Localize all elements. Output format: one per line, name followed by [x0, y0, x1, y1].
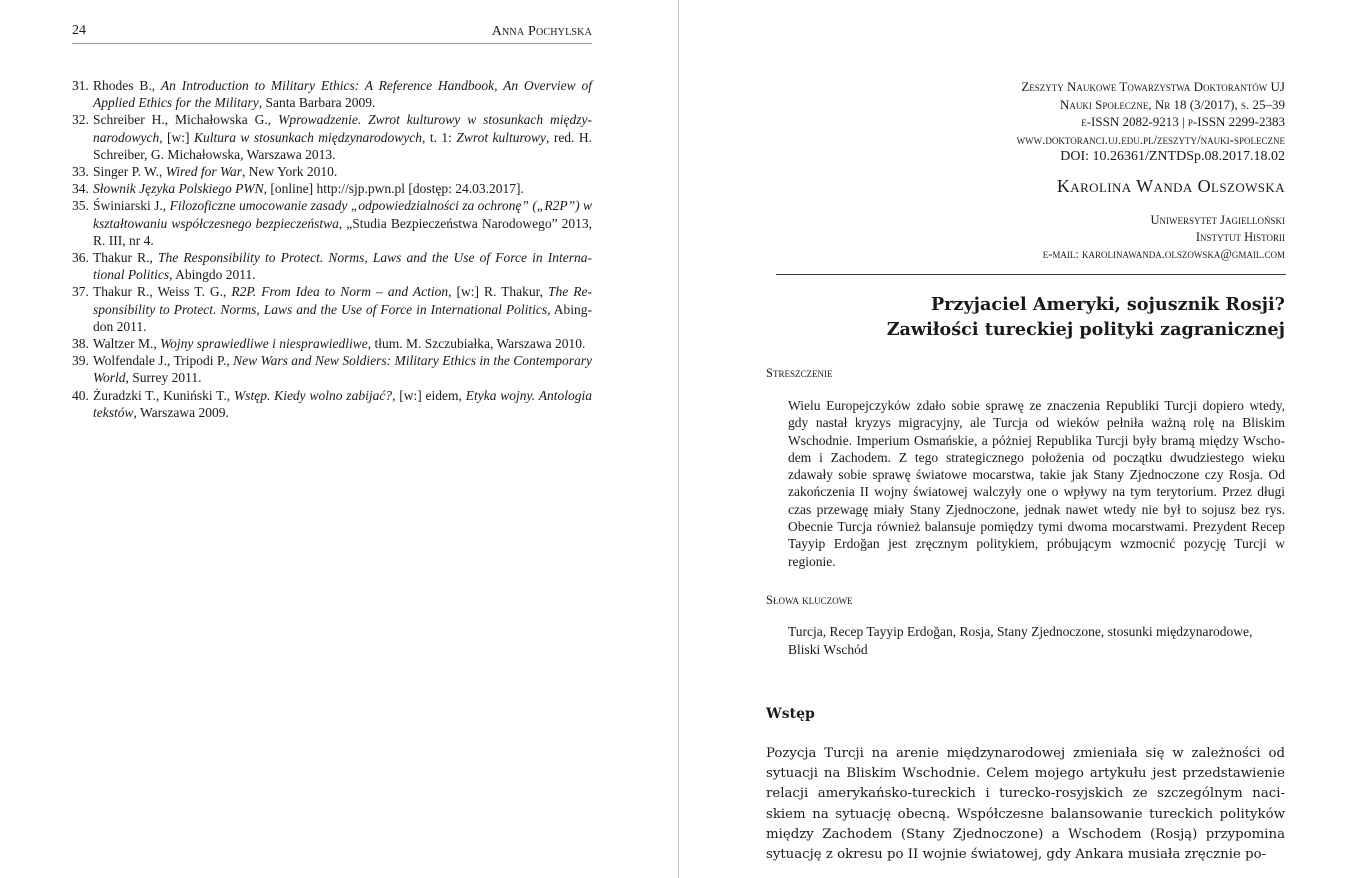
- article-title-line-1: Przyjaciel Ameryki, sojusznik Rosji?: [930, 294, 1285, 315]
- reference-text: , Abingdon 2011.: [93, 301, 592, 334]
- header-rule: [776, 274, 1286, 275]
- reference-number: 33.: [72, 164, 89, 180]
- reference-title: The Responsibility to Protect. Norms, Laws and the Use of Force in International Politics: [93, 250, 592, 283]
- reference-text: Wolfendale J., Tripodi P.,: [93, 353, 234, 369]
- reference-title: Wprowadzenie. Zwrot kulturowy w stosunkach międzynarodowych: [93, 112, 592, 145]
- reference-list: [72, 77, 592, 421]
- reference-title: Słownik Języka Polskiego PWN: [93, 181, 264, 197]
- reference-title: Wstęp. Kiedy wolno zabijać?: [234, 387, 393, 403]
- reference-title: Kultura w stosunkach międzynarodowych: [193, 129, 423, 145]
- abstract-label: Streszczenie: [766, 366, 833, 380]
- article-author: Karolina Wanda Olszowska: [1056, 176, 1285, 196]
- reference-title: Filozoficzne umocowanie zasady „odpowiedzialności za ochronę” („R2P”) w kształtowaniu współczesnego bezpieczeństwa: [93, 198, 592, 231]
- reference-text: , t. 1:: [422, 129, 457, 145]
- journal-name: Zeszyty Naukowe Towarzystwa Doktorantów UJ: [1021, 79, 1285, 94]
- reference-text: , New York 2010.: [242, 164, 338, 180]
- reference-text: , [w:] R. Thakur,: [448, 284, 548, 300]
- article-title-line-2: Zawiłości tureckiej polityki zagranicznej: [886, 319, 1285, 340]
- reference-number: 36.: [72, 250, 89, 266]
- reference-text: , [w:] eidem,: [392, 387, 466, 403]
- author-email: e-mail: karolinawanda.olszowska@gmail.com: [1042, 247, 1285, 261]
- reference-text: Schreiber H., Michałowska G.,: [93, 112, 279, 128]
- page-number: 24: [72, 23, 86, 38]
- journal-metadata: [765, 78, 1285, 166]
- reference-title: The Responsibility to Protect. Norms, Laws and the Use of Force in International Politics: [93, 284, 592, 317]
- reference-number: 31.: [72, 78, 89, 93]
- affiliation-institute: Instytut Historii: [1195, 230, 1285, 244]
- intro-heading: Wstęp: [766, 706, 815, 722]
- right-page: [680, 0, 1360, 878]
- reference-title: R2P. From Idea to Norm – and Action: [231, 284, 449, 300]
- reference-title: Wired for War: [165, 164, 243, 180]
- reference-item: [72, 197, 592, 249]
- reference-text: , [online] http://sjp.pwn.pl [dostęp: 24.03.2017].: [263, 181, 524, 197]
- keywords-label: Słowa kluczowe: [766, 593, 853, 607]
- reference-item: [72, 111, 592, 163]
- reference-item: [72, 352, 592, 386]
- abstract-text: Wielu Europejczyków zdało sobie sprawę ze znaczenia Republiki Turcji dopiero wtedy, gdy nastał kryzys migracyjny, ale Turcja od wieków pełniła ważną rolę na Bliskim Wschodnie. Imperium Osmańskie, a póżniej Republika Turcji były bramą między Wschodem i Zachodem. Z tego strategicznego położenia od początku dwudziestego wieku zdawały sobie sprawę światowe mocarstwa, takie jak Stany Zjednoczone czy Rosja. Od zakończenia II wojny światowej walczyły one o wpływy na tym terytorium. Przez długi czas przewagę miały Stany Zjednoczone, jednak nawet wtedy nie był to sojusz bez rys. Obecnie Turcja również balansuje pomiędzy tymi dwoma mocarstwami. Prezydent Recep Tayyip Erdoğan jest zręcznym politykiem, próbującym wzmocnić pozycję Turcji w regionie.: [788, 398, 1285, 569]
- reference-text: , Santa Barbara 2009.: [258, 95, 376, 111]
- reference-text: Żuradzki T., Kuniński T.,: [93, 387, 234, 403]
- reference-number: 39.: [72, 353, 89, 369]
- left-page: [0, 0, 678, 878]
- reference-text: , [w:]: [159, 129, 194, 145]
- journal-doi: DOI: 10.26361/ZNTDSp.08.2017.18.02: [1060, 149, 1285, 165]
- journal-url: www.doktoranci.uj.edu.pl/zeszyty/nauki-spoleczne: [1016, 131, 1285, 147]
- author-affiliation: [1043, 212, 1285, 263]
- reference-title: Etyka wojny. Antologia tekstów: [93, 387, 592, 420]
- running-author: Anna Pochylska: [491, 24, 592, 39]
- reference-title: Wojny sprawiedliwe i niesprawiedliwe: [160, 336, 368, 352]
- reference-text: Thakur R., Weiss T. G.,: [93, 284, 232, 300]
- reference-number: 38.: [72, 336, 89, 352]
- reference-title: An Introduction to Military Ethics: A Reference Handbook, An Overview of Applied Ethics for the Military: [93, 78, 592, 111]
- reference-number: 34.: [72, 181, 89, 197]
- reference-text: , tłum. M. Szczubiałka, Warszawa 2010.: [367, 336, 586, 352]
- article-title: [887, 292, 1285, 342]
- reference-item: [72, 180, 592, 197]
- reference-text: Świniarski J.,: [93, 198, 170, 214]
- reference-text: Rhodes B.,: [93, 78, 161, 93]
- reference-item: [72, 249, 592, 283]
- reference-text: Singer P. W.,: [93, 164, 166, 180]
- reference-item: [72, 387, 592, 421]
- reference-item: [72, 77, 592, 111]
- affiliation-university: Uniwersytet Jagielloński: [1150, 213, 1285, 227]
- reference-text: , red. H. Schreiber, G. Michałowska, Warszawa 2013.: [93, 129, 592, 162]
- journal-series: Nauki Społeczne, Nr 18 (3/2017), s. 25–39: [1059, 96, 1285, 112]
- reference-number: 37.: [72, 284, 89, 300]
- journal-issn: e-ISSN 2082-9213 | p-ISSN 2299-2383: [1081, 114, 1285, 130]
- reference-item: [72, 283, 592, 335]
- reference-text: , Surrey 2011.: [125, 370, 202, 386]
- intro-text: Pozycja Turcji na arenie międzynarodowej zmieniała się w zależności od sytuacji na Bliskim Wschodnie. Celem mojego artykułu jest przedstawienie relacji amerykańsko-tureckich i turecko-rosyjskich ze szczególnym naciskiem na sytuację obecną. Współczesne balansowanie tureckich polityków między Zachodem (Stany Zjednoczone) a Wschodem (Rosją) przypomina sytuację z okresu po II wojnie światowej, gdy Ankara musiała zręcznie po-: [766, 746, 1285, 863]
- reference-number: 40.: [72, 387, 89, 403]
- reference-title: Zwrot kulturowy: [456, 129, 547, 145]
- page-divider: [678, 0, 679, 878]
- reference-text: Thakur R.,: [93, 250, 158, 266]
- reference-text: , „Studia Bezpieczeństwa Narodowego” 2013, R. III, nr 4.: [93, 215, 593, 248]
- reference-number: 32.: [72, 112, 89, 128]
- reference-item: [72, 163, 592, 180]
- running-head: [72, 23, 592, 44]
- reference-title: New Wars and New Soldiers: Military Ethics in the Contemporary World: [93, 353, 592, 386]
- reference-item: [72, 335, 592, 352]
- reference-text: , Warszawa 2009.: [133, 404, 229, 420]
- reference-text: , Abingdo 2011.: [169, 267, 256, 283]
- keywords-text: Turcja, Recep Tayyip Erdoğan, Rosja, Stany Zjednoczone, stosunki międzynarodowe, Bliski Wschód: [788, 624, 1253, 657]
- reference-text: Waltzer M.,: [93, 336, 161, 352]
- reference-number: 35.: [72, 198, 89, 214]
